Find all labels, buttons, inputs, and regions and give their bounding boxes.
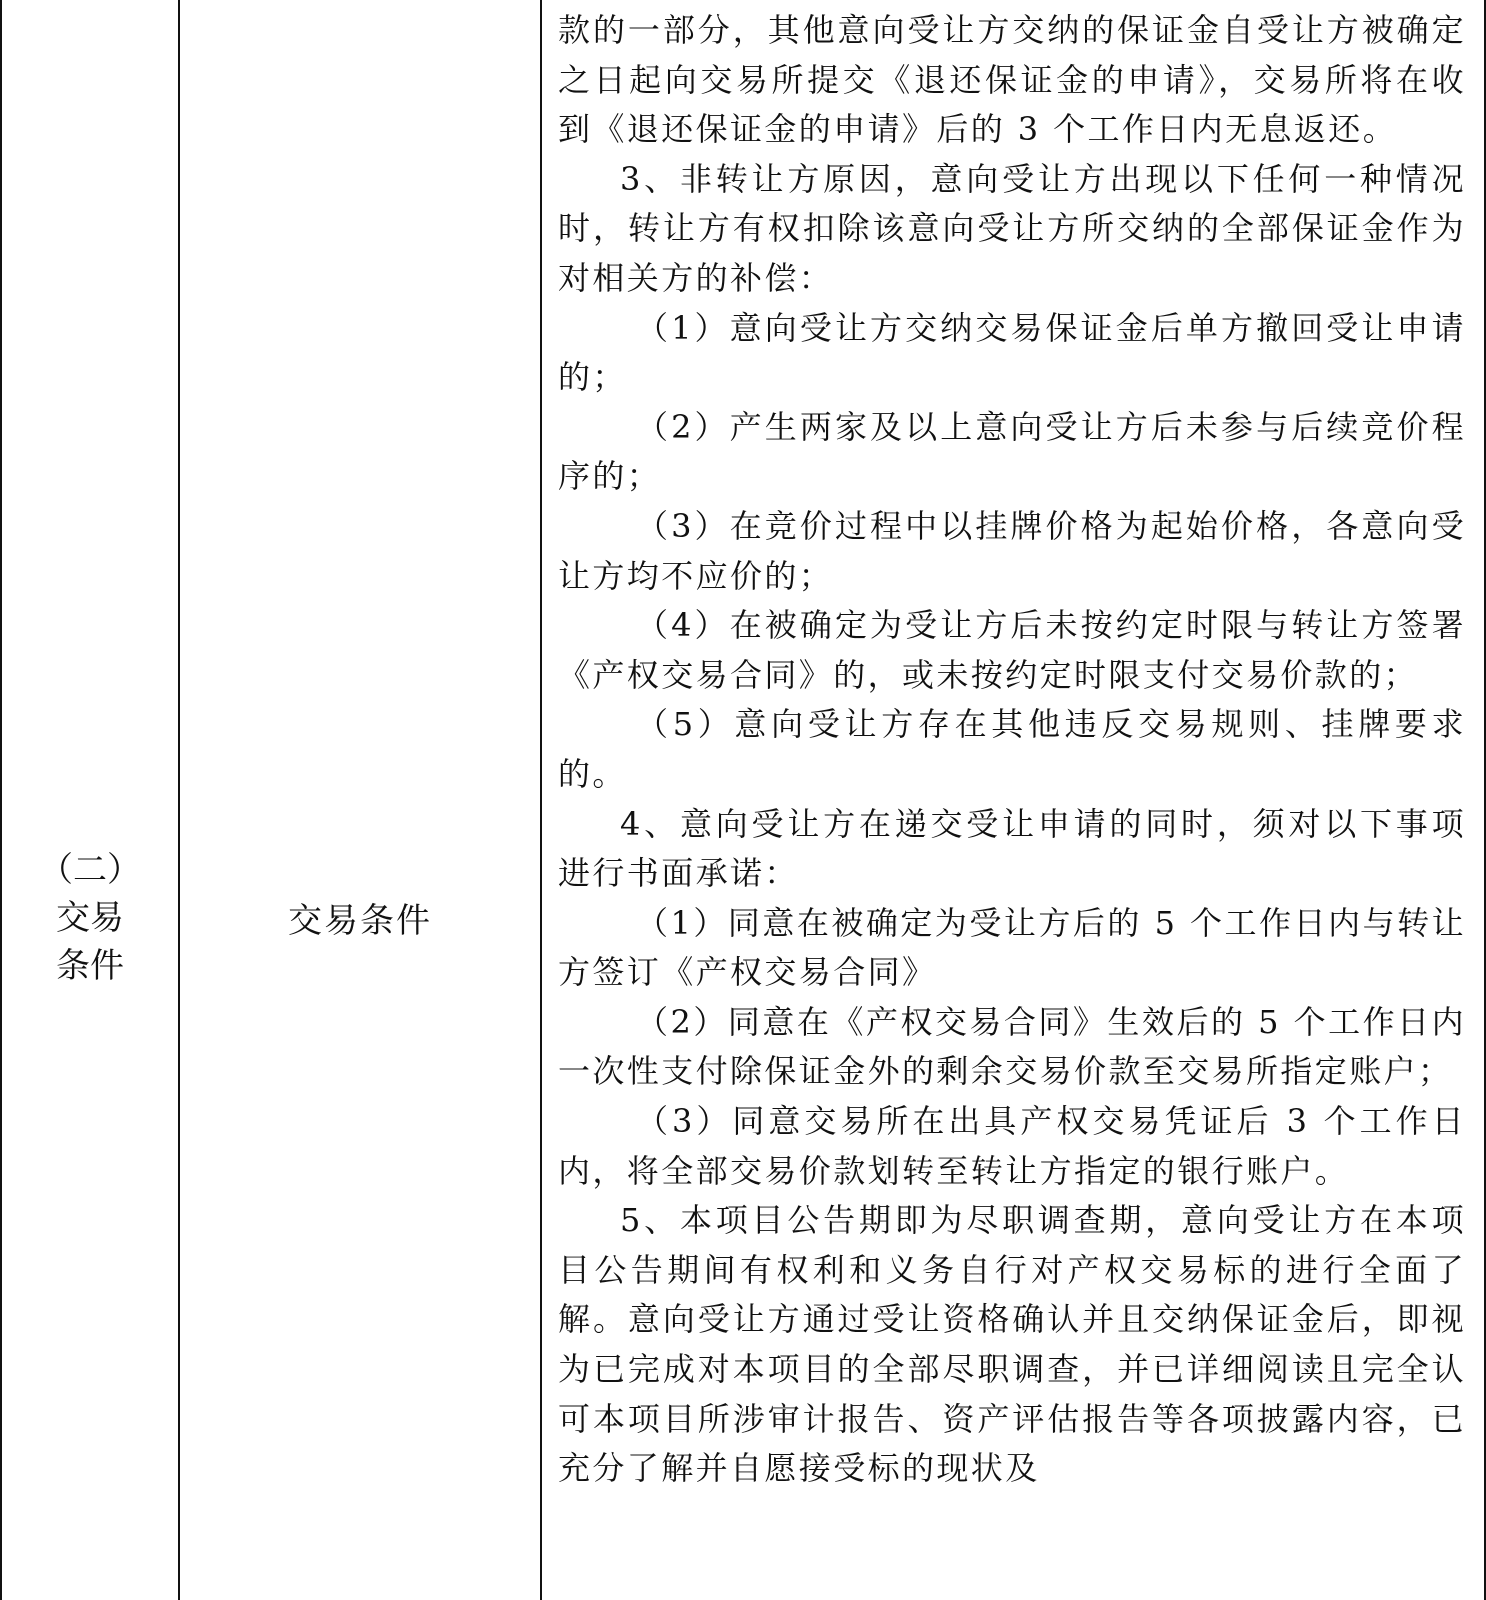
section-label <box>0 846 180 990</box>
section-label-line2: 交易 <box>56 898 124 938</box>
paragraph-3-deduction: 3、非转让方原因，意向受让方出现以下任何一种情况时，转让方有权扣除该意向受让方所交纳的全部保证金作为对相关方的补偿： <box>558 159 1466 297</box>
paragraph-4-item-2: （2）同意在《产权交易合同》生效后的 5 个工作日内一次性支付除保证金外的剩余交易价款至交易所指定账户； <box>558 1002 1466 1091</box>
table-divider-1 <box>178 0 180 1600</box>
item-label: 交易条件 <box>288 901 432 941</box>
paragraph-3-item-1: （1）意向受让方交纳交易保证金后单方撤回受让申请的； <box>558 308 1466 397</box>
section-label-line3: 条件 <box>56 946 124 986</box>
paragraph-3-item-4: （4）在被确定为受让方后未按约定时限与转让方签署《产权交易合同》的，或未按约定时限支付交易价款的； <box>558 606 1466 694</box>
paragraph-4-commitments: 4、意向受让方在递交受让申请的同时，须对以下事项进行书面承诺： <box>558 804 1466 893</box>
paragraph-4-item-3: （3）同意交易所在出具产权交易凭证后 3 个工作日内，将全部交易价款划转至转让方指定的银行账户。 <box>558 1102 1466 1190</box>
paragraph-3-item-3: （3）在竞价过程中以挂牌价格为起始价格，各意向受让方均不应价的； <box>558 506 1466 595</box>
paragraph-4-item-1: （1）同意在被确定为受让方后的 5 个工作日内与转让方签订《产权交易合同》 <box>558 903 1466 992</box>
section-label-number: （二） <box>39 850 141 890</box>
conditions-content <box>558 6 1466 1494</box>
paragraph-5-due-diligence: 5、本项目公告期即为尽职调查期，意向受让方在本项目公告期间有权利和义务自行对产权交易标的进行全面了解。意向受让方通过受让资格确认并且交纳保证金后，即视为已完成对本项目的全部尽职调查，并已详细阅读且完全认可本项目所涉审计报告、资产评估报告等各项披露内容，已充分了解并自愿接受标的现状及 <box>558 1201 1466 1488</box>
paragraph-deposit-return: 款的一部分，其他意向受让方交纳的保证金自受让方被确定之日起向交易所提交《退还保证金的申请》，交易所将在收到《退还保证金的申请》后的 3 个工作日内无息返还。 <box>558 11 1466 149</box>
table-border-left <box>0 0 2 1600</box>
table-divider-2 <box>540 0 542 1600</box>
paragraph-3-item-2: （2）产生两家及以上意向受让方后未参与后续竞价程序的； <box>558 407 1466 496</box>
paragraph-3-item-5: （5）意向受让方存在其他违反交易规则、挂牌要求的。 <box>558 705 1466 793</box>
